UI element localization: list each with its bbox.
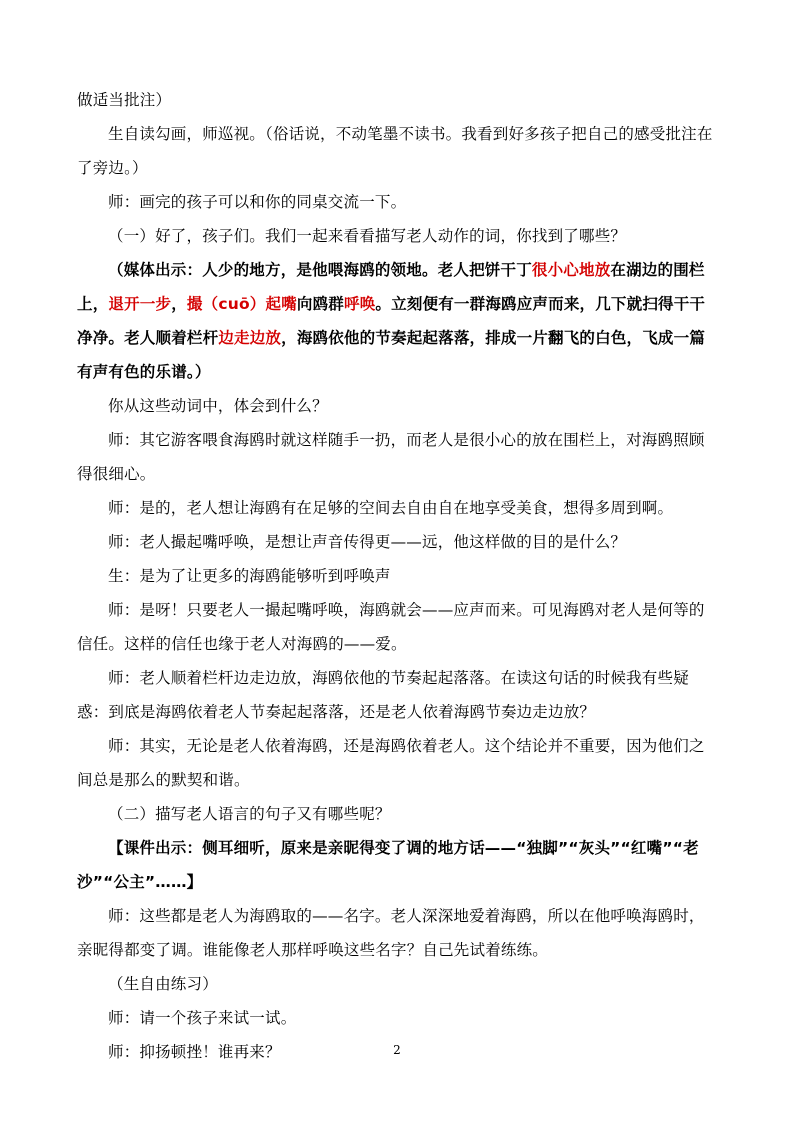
paragraph-teacher: 师：是的，老人想让海鸥有在足够的空间去自由自在地享受美食，想得多周到啊。 bbox=[108, 499, 674, 517]
paragraph-student-reading: 生自读勾画，师巡视。（俗话说，不动笔墨不读书。我看到好多孩子把自己的感受批注在了旁边。） bbox=[77, 125, 713, 177]
paragraph-teacher: 师：老人顺着栏杆边走边放，海鸥依他的节奏起起落落。在读这句话的时候我有些疑惑：到底是海鸥依着老人节奏起起落落，还是老人依着海鸥节奏边走边放？ bbox=[77, 669, 689, 721]
paragraph-annotation-tail: 做适当批注） bbox=[77, 91, 172, 109]
media-text: ， bbox=[171, 295, 187, 313]
highlight-verb: 撮（cuō）起嘴 bbox=[186, 295, 297, 313]
paragraph-student: 生：是为了让更多的海鸥能够听到呼唤声 bbox=[108, 567, 391, 585]
media-text: 在湖边的围栏上， bbox=[77, 261, 705, 313]
paragraph-teacher: 师：请一个孩子来试一试。 bbox=[108, 1009, 297, 1027]
paragraph-share-with-deskmate: 师：画完的孩子可以和你的同桌交流一下。 bbox=[108, 193, 407, 211]
highlight-verb: 边走边放 bbox=[218, 329, 282, 347]
paragraph-teacher: 师：其实，无论是老人依着海鸥，还是海鸥依着老人。这个结论并不重要，因为他们之间总是那么的默契和谐。 bbox=[77, 737, 705, 789]
media-text: 。立刻便有一群海鸥应声而来，几下就扫得干干净净。老人顺着栏杆 bbox=[77, 295, 706, 347]
media-text: （媒体出示：人少的地方，是他喂海鸥的领地。老人把饼干丁 bbox=[108, 261, 532, 279]
paragraph-teacher: 师：老人撮起嘴呼唤，是想让声音传得更——远，他这样做的目的是什么？ bbox=[108, 533, 627, 551]
media-excerpt bbox=[77, 253, 719, 389]
paragraph-teacher: 师：其它游客喂食海鸥时就这样随手一扔，而老人是很小心的放在围栏上，对海鸥照顾得很细心。 bbox=[77, 431, 705, 483]
courseware-excerpt: 【课件出示：侧耳细听，原来是亲昵得变了调的地方话——“独脚”“灰头”“红嘴”“老沙”“公主”……】 bbox=[77, 839, 699, 891]
paragraph-teacher: 师：这些都是老人为海鸥取的——名字。老人深深地爱着海鸥，所以在他呼唤海鸥时，亲昵得都变了调。谁能像老人那样呼唤这些名字？自己先试着练练。 bbox=[77, 907, 705, 959]
paragraph-student-practice: （生自由练习） bbox=[108, 975, 218, 993]
highlight-verb: 很小心地放 bbox=[531, 261, 611, 279]
highlight-verb: 呼唤 bbox=[344, 295, 376, 313]
page-number: 2 bbox=[393, 1043, 401, 1057]
paragraph-teacher: 师：抑扬顿挫！谁再来？ bbox=[108, 1043, 281, 1061]
paragraph-teacher: 师：是呀！只要老人一撮起嘴呼唤，海鸥就会——应声而来。可见海鸥对老人是何等的信任。这样的信任也缘于老人对海鸥的——爱。 bbox=[77, 601, 705, 653]
heading-action-words: （一）好了，孩子们。我们一起来看看描写老人动作的词，你找到了哪些？ bbox=[108, 227, 627, 245]
media-text: 向鸥群 bbox=[296, 295, 345, 313]
media-text: ，海鸥依他的节奏起起落落，排成一片翻飞的白色，飞成一篇有声有色的乐谱。） bbox=[77, 329, 706, 381]
highlight-verb: 退开一步 bbox=[108, 295, 172, 313]
paragraph-question: 你从这些动词中，体会到什么？ bbox=[108, 397, 328, 415]
heading-speech-sentences: （二）描写老人语言的句子又有哪些呢？ bbox=[108, 805, 391, 823]
